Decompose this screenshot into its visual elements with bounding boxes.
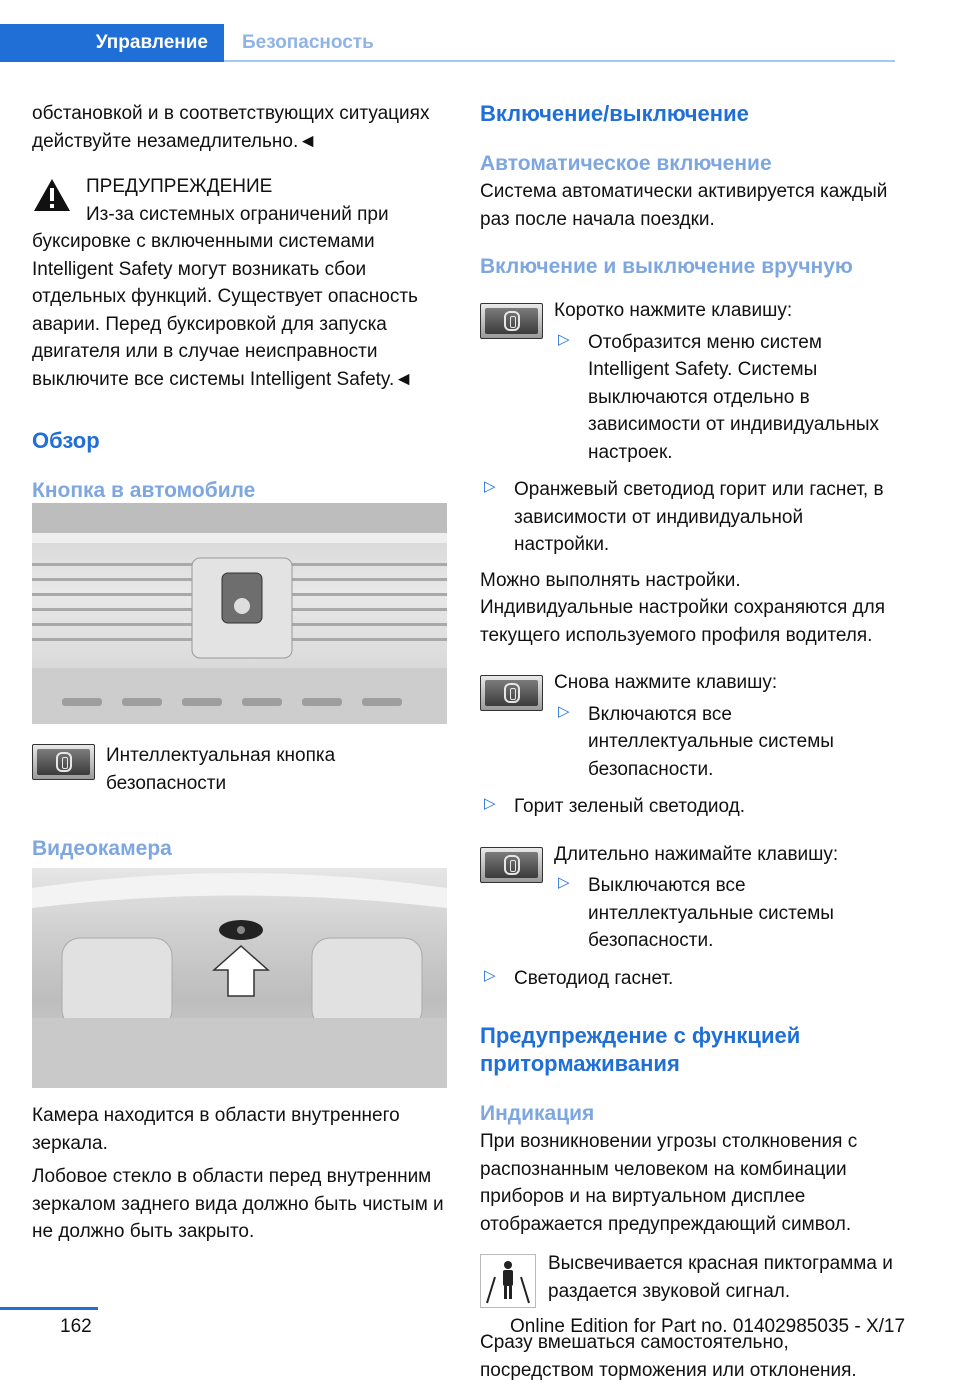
camera-text-2: Лобовое стекло в области перед внутренним зеркалом заднего вида должно быть чистым и не должно быть закрыто.: [32, 1166, 444, 1242]
left-column-bottom: [32, 1102, 447, 1246]
heading-overview: Обзор: [32, 428, 100, 453]
tab-controls[interactable]: [0, 24, 224, 62]
press-again-text: Снова нажмите клавишу:: [554, 672, 778, 693]
press-again-bullet-1: [554, 701, 898, 784]
press-short-bullet-1: [554, 329, 898, 467]
warning-title: ПРЕДУПРЕЖДЕНИЕ: [86, 176, 273, 197]
press-long-text: Длительно нажимайте клавишу:: [554, 843, 839, 865]
warning-text: Из-за системных ограничений при буксировке с включенными системами Intelligent Safety могут возникать сбои отдельных функций. Существует опасность аварии. Перед буксировкой для запуска двигателя или в случае неисправности выключите все системы Intelligent Safety.◄: [32, 203, 418, 390]
dashboard-button-photo: [32, 503, 447, 724]
footer-edition: Online Edition for Part no. 01402985035 - X/17: [510, 1316, 906, 1337]
heading-indication: Индикация: [480, 1102, 595, 1125]
safety-button-icon: [32, 744, 95, 780]
tab-safety[interactable]: [242, 24, 374, 62]
safety-button-icon: [480, 675, 543, 711]
heading-manual: Включение и выключение вручную: [480, 255, 853, 278]
press-short-text: Коротко нажмите клавишу:: [554, 300, 793, 321]
press-short-bullet-2: [480, 476, 898, 559]
triangle-bullet-icon: ▷: [558, 874, 570, 891]
tab-controls-label: Управление: [95, 32, 208, 53]
footer-divider: [0, 1307, 98, 1310]
auto-text: Система автоматически активируется каждый раз после начала поездки.: [480, 181, 888, 230]
warning-block: [32, 173, 447, 201]
heading-button-in-car: Кнопка в автомобиле: [32, 479, 256, 502]
press-again-bullet-2-text: Горит зеленый светодиод.: [514, 796, 746, 817]
right-column: [480, 100, 898, 1384]
heading-braking-warning: Предупреждение с функцией притормаживания: [480, 1023, 801, 1076]
camera-photo: [32, 868, 447, 1088]
press-again-bullet-1-text: Включаются все интеллектуальные системы безопасности.: [588, 703, 834, 780]
press-long-bullet-1: [554, 872, 898, 955]
heading-auto-on: Автоматическое включение: [480, 152, 772, 175]
pedestrian-warning-icon: [480, 1254, 536, 1308]
press-again-bullet-2: [480, 793, 898, 821]
red-icon-text: Высвечивается красная пиктограмма и раздается звуковой сигнал.: [548, 1253, 893, 1302]
press-long-bullet-2-text: Светодиод гаснет.: [514, 967, 674, 989]
press-long-row: [480, 841, 898, 955]
triangle-bullet-icon: ▷: [484, 478, 496, 495]
press-long-bullet-2: [480, 965, 898, 993]
red-icon-row: [480, 1250, 898, 1305]
triangle-bullet-icon: ▷: [558, 702, 570, 720]
press-short-row: [480, 297, 898, 466]
tab-safety-label: Безопасность: [242, 32, 374, 53]
act-text: Сразу вмешаться самостоятельно, посредством торможения или отклонения.: [480, 1332, 857, 1381]
warning-triangle-icon: [32, 177, 72, 213]
press-short-bullet-2-text: Оранжевый светодиод горит или гаснет, в зависимости от индивидуальной настройки.: [514, 479, 884, 555]
camera-text-1: Камера находится в области внутреннего зеркала.: [32, 1105, 400, 1154]
windshield-illustration: [32, 868, 447, 1088]
intro-text: обстановкой и в соответствующих ситуациях действуйте незамедлительно.◄: [32, 103, 430, 152]
press-again-row: [480, 669, 898, 783]
heading-camera: Видеокамера: [32, 837, 172, 860]
header-divider: [224, 60, 895, 62]
triangle-bullet-icon: ▷: [484, 966, 496, 984]
press-long-bullet-1-text: Выключаются все интеллектуальные системы безопасности.: [588, 875, 834, 951]
heading-on-off: Включение/выключение: [480, 101, 749, 126]
indication-text: При возникновении угрозы столкновения с распознанным человеком на комбинации приборов и на виртуальном дисплее отображается предупреждающий символ.: [480, 1131, 858, 1235]
triangle-bullet-icon: ▷: [484, 795, 496, 812]
settings-text: Можно выполнять настройки. Индивидуальные настройки сохраняются для текущего используемого профиля водителя.: [480, 569, 886, 646]
left-column-lower: [32, 742, 447, 863]
triangle-bullet-icon: ▷: [558, 330, 570, 348]
page-number: 162: [60, 1316, 92, 1337]
button-caption-row: [32, 742, 447, 797]
safety-button-icon: [480, 847, 543, 883]
button-caption: Интеллектуальная кнопка безопасности: [106, 745, 336, 794]
header-bar: [0, 24, 895, 62]
dashboard-illustration: [32, 503, 447, 724]
left-column: [32, 100, 447, 505]
safety-button-icon: [480, 303, 543, 339]
press-short-bullet-1-text: Отобразится меню систем Intelligent Safety. Системы выключаются отдельно в зависимости от индивидуальных настроек.: [588, 331, 880, 463]
